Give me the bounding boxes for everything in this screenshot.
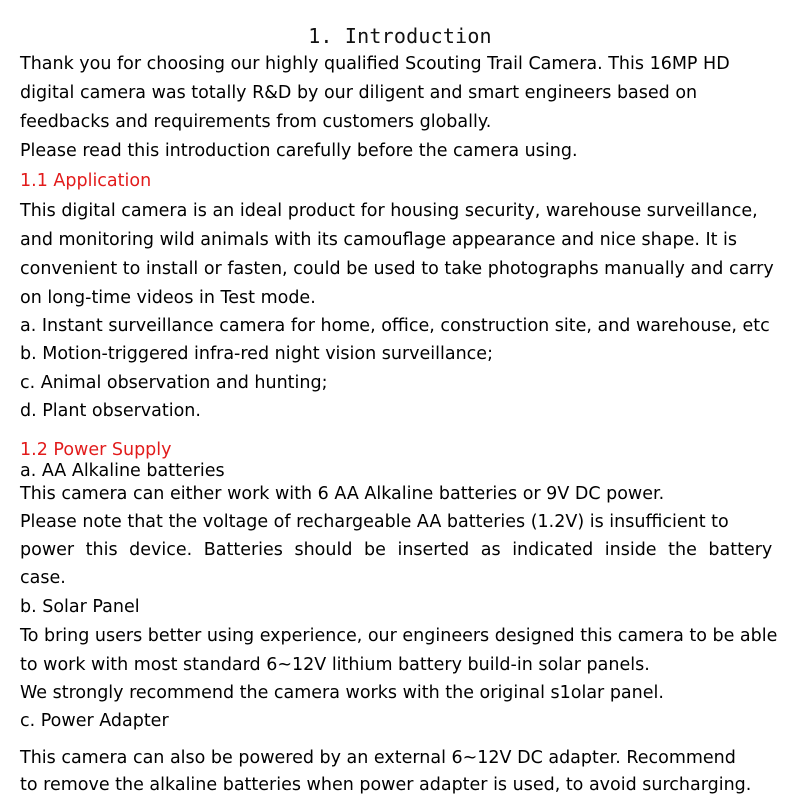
section-title: 1. Introduction [308,24,492,48]
application-list-item: b. Motion-triggered infra-red night vision surveillance; [20,344,493,364]
application-body-line: This digital camera is an ideal product for housing security, warehouse surveillance, [20,201,758,221]
application-body-line: on long-time videos in Test mode. [20,288,316,308]
intro-line: digital camera was totally R&D by our diligent and smart engineers based on [20,83,698,103]
application-body-line: convenient to install or fasten, could be used to take photographs manually and carry [20,259,774,279]
power-line: To bring users better using experience, our engineers designed this camera to be able [20,626,778,646]
application-body-line: and monitoring wild animals with its camouflage appearance and nice shape. It is [20,230,738,250]
power-line: This camera can also be powered by an external 6~12V DC adapter. Recommend [20,748,736,768]
power-line: Please note that the voltage of rechargeable AA batteries (1.2V) is insufficient to [20,512,729,532]
power-line: This camera can either work with 6 AA Alkaline batteries or 9V DC power. [20,484,665,504]
power-line: power this device. Batteries should be inserted as indicated inside the battery [20,540,773,560]
application-list-item: a. Instant surveillance camera for home, office, construction site, and warehouse, etc [20,316,770,336]
intro-line: feedbacks and requirements from customers globally. [20,112,492,132]
power-line: We strongly recommend the camera works with the original s1olar panel. [20,683,664,703]
power-line: to work with most standard 6~12V lithium battery build-in solar panels. [20,655,650,675]
power-line: case. [20,568,66,588]
power-subheading: c. Power Adapter [20,711,169,731]
application-heading: 1.1 Application [20,171,152,191]
power-subheading: b. Solar Panel [20,597,140,617]
power-line: to remove the alkaline batteries when power adapter is used, to avoid surcharging. [20,775,752,795]
power-subheading: a. AA Alkaline batteries [20,461,225,481]
power-supply-heading: 1.2 Power Supply [20,440,172,460]
application-list-item: c. Animal observation and hunting; [20,373,328,393]
application-list-item: d. Plant observation. [20,401,201,421]
intro-line: Thank you for choosing our highly qualified Scouting Trail Camera. This 16MP HD [20,54,730,74]
intro-line: Please read this introduction carefully before the camera using. [20,141,578,161]
